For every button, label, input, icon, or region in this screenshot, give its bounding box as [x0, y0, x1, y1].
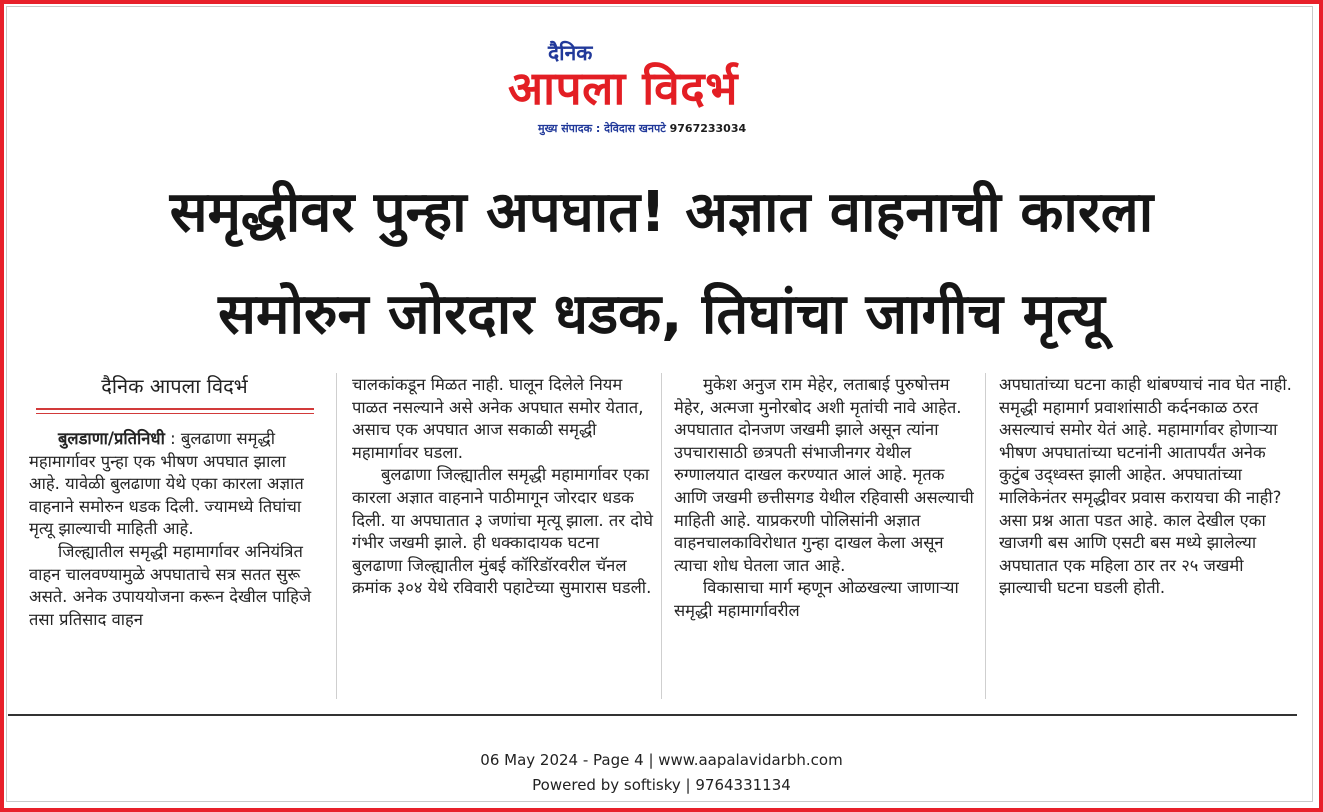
masthead-small-text: दैनिक: [548, 41, 593, 65]
footer-date-page-url: 06 May 2024 - Page 4 | www.aapalavidarbh.com: [480, 751, 843, 769]
article-paragraph: मुकेश अनुज राम मेहेर, लताबाई पुरुषोत्तम मेहेर, अत्मजा मुनोरबोद अशी मृतांची नावे आहेत. अपघातात दोनजण जखमी झाले असून त्यांना उपचारासाठी छत्रपती संभाजीनगर येथील रुग्णालयात दाखल करण्यात आलं आहे. मृतक आणि जखमी छत्तीसगड येथील रहिवासी असल्याची माहिती आहे. याप्रकरणी पोलिसांनी अज्ञात वाहनचालकाविरोधात गुन्हा दाखल केला असून त्याचा शोध घेतला जात आहे.: [674, 375, 974, 575]
article-paragraph: बुलढाणा जिल्ह्यातील समृद्धी महामार्गावर एका कारला अज्ञात वाहनाने पाठीमागून जोरदार धडक दिली. या अपघातात ३ जणांचा मृत्यू झाला. तर दोघे गंभीर जखमी झाले. ही धक्कादायक घटना बुलढाणा जिल्ह्यातील मुंबई कॉरिडॉरवरील चॅनल क्रमांक ३०४ येथे रविवारी पहाटेच्या सुमारास घडली.: [352, 465, 654, 598]
column-divider: [985, 373, 986, 699]
masthead-title: आपला विदर्भ: [508, 61, 739, 115]
footer-powered-by: Powered by softisky | 9764331134: [532, 776, 791, 794]
column-divider: [336, 373, 337, 699]
editor-label: मुख्य संपादक : देविदास खनपटे: [538, 122, 666, 135]
headline-line-2: समोरुन जोरदार धडक, तिघांचा जागीच मृत्यू: [218, 282, 1105, 347]
byline-rule: [36, 408, 314, 410]
masthead-editor: [538, 121, 746, 136]
article-column-1: [29, 428, 319, 631]
article-paragraph: अपघातांच्या घटना काही थांबण्याचं नाव घेत नाही. समृद्धी महामार्ग प्रवाशांसाठी कर्दनकाळ ठरत असल्याचं समोर येतं आहे. महामार्गावर होणाऱ्या भीषण अपघातांच्या घटनांनी आतापर्यंत अनेक कुटुंब उद्ध्वस्त झाली आहेत. अपघातांच्या मालिकेनंतर समृद्धीवर प्रवास करायचा की नाही? असा प्रश्न आता पडत आहे. काल देखील एका खाजगी बस आणि एसटी बस मध्ये झालेल्या अपघातात एक महिला ठार तर २५ जखमी झाल्याची घटना घडली होती.: [999, 375, 1292, 598]
article-paragraph: जिल्ह्यातील समृद्धी महामार्गावर अनियंत्रित वाहन चालवण्यामुळे अपघाताचे सत्र सतत सुरू असते. अनेक उपाययोजना करून देखील पाहिजे तसा प्रतिसाद वाहन: [29, 541, 312, 629]
article-column-2: [352, 374, 654, 600]
dateline: बुलडाणा/प्रतिनिधी: [58, 429, 165, 448]
article-column-4: [999, 374, 1299, 600]
headline-line-1: समृद्धीवर पुन्हा अपघात! अज्ञात वाहनाची कारला: [169, 180, 1154, 245]
byline-text: दैनिक आपला विदर्भ: [101, 374, 248, 398]
footer-rule: [8, 714, 1297, 716]
editor-phone: 9767233034: [669, 122, 747, 135]
column-divider: [661, 373, 662, 699]
article-lead-paragraph: [29, 428, 319, 541]
article-column-3: [674, 374, 976, 623]
article-paragraph: चालकांकडून मिळत नाही. घालून दिलेले नियम पाळत नसल्याने असे अनेक अपघात समोर येतात, असाच एक अपघात आज सकाळी समृद्धी महामार्गावर घडला.: [352, 375, 644, 462]
article-paragraph: विकासाचा मार्ग म्हणून ओळखल्या जाणाऱ्या समृद्धी महामार्गावरील: [674, 578, 959, 620]
byline: [32, 372, 317, 414]
byline-rule-thin: [36, 413, 314, 414]
masthead-logo: [500, 42, 830, 142]
lead-text: : बुलढाणा समृद्धी महामार्गावर पुन्हा एक भीषण अपघात झाला आहे. यावेळी बुलढाणा येथे एका कारला अज्ञात वाहनाने समोरुन धडक दिली. ज्यामध्ये तिघांचा मृत्यू झाल्याची माहिती आहे.: [29, 429, 304, 539]
